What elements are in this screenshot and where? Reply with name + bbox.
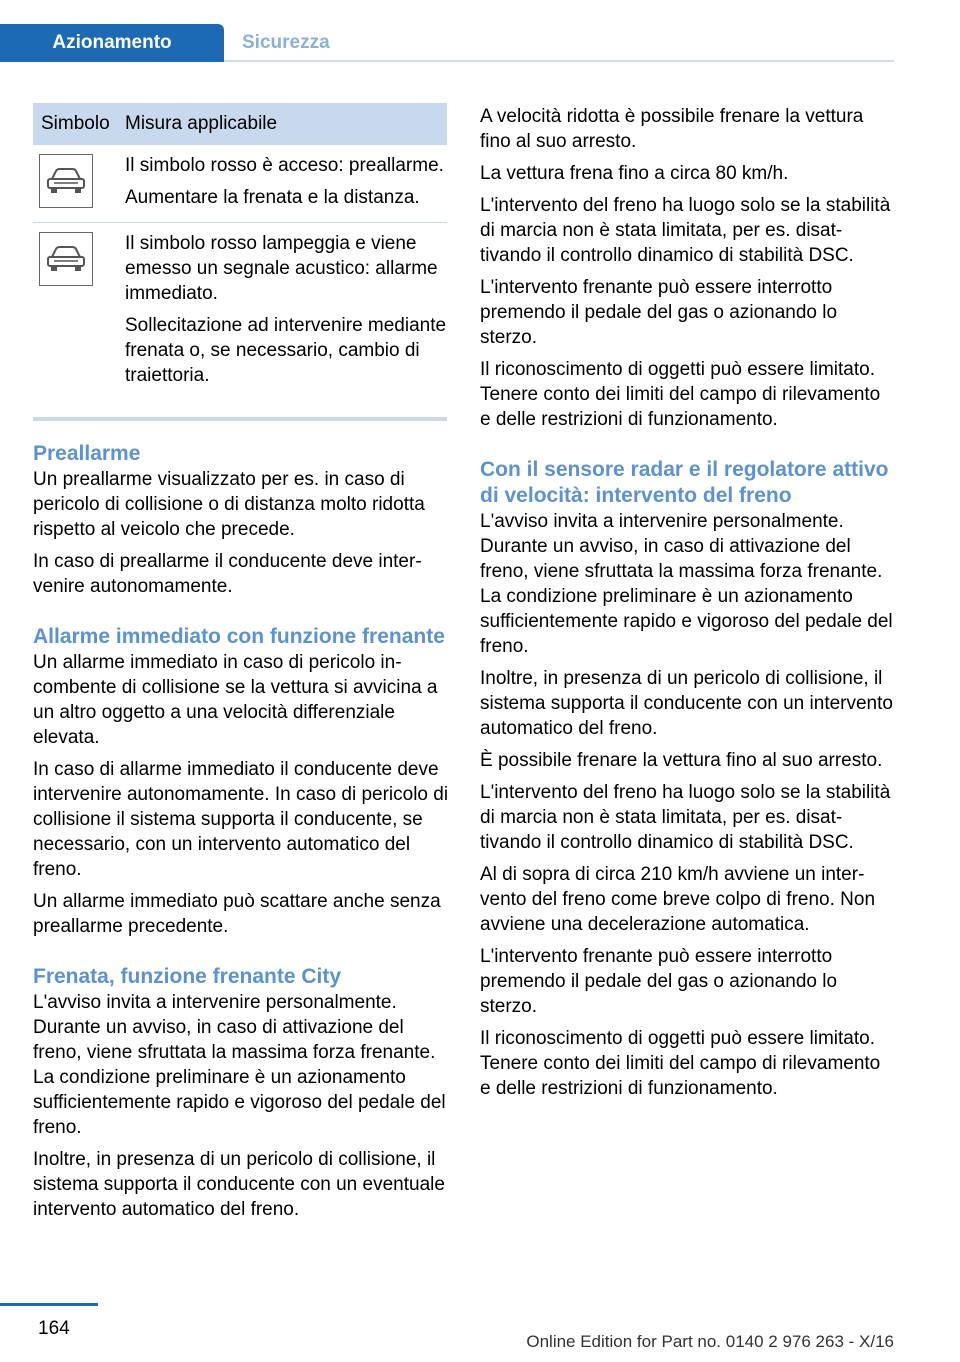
symbol-table [33,103,447,421]
paragraph: L'avviso invita a intervenire personalmente. Durante un avviso, in caso di attivazione del freno, viene sfruttata la massima forza frenante. La condizione preliminare è un azionamento sufficientemente rapido e vigoroso del pedale del freno. [33,992,446,1138]
paragraph: Inoltre, in presenza di un pericolo di collisione, il sistema supporta il conducente con un intervento automatico del freno. [480,668,893,739]
paragraph: Il riconoscimento di oggetti può essere limitato. Tenere conto dei limiti del campo di rilevamento e delle restrizioni di funzionamento. [480,359,881,430]
paragraph: L'intervento del freno ha luogo solo se la stabilità di marcia non è stata limitata, per es. disattivando il controllo dinamico di stabilità DSC. [480,195,891,266]
left-column [33,441,449,1229]
paragraph: L'intervento del freno ha luogo solo se la stabilità di marcia non è stata limitata, per es. disattivando il controllo dinamico di stabilità DSC. [480,782,891,853]
tab-azionamento[interactable]: Azionamento [0,24,224,62]
paragraph: Un allarme immediato in caso di pericolo incombente di collisione se la vettura si avvicina a un altro oggetto a una velocità differenziale elevata. [33,652,438,748]
table-header [33,103,447,145]
paragraph: L'intervento frenante può essere interrotto premendo il pedale del gas o azionando lo sterzo. [480,946,838,1017]
paragraph: L'intervento frenante può essere interrotto premendo il pedale del gas o azionando lo sterzo. [480,277,838,348]
paragraph: In caso di allarme immediato il conducente deve intervenire autonomamente. In caso di pericolo di collisione il sistema supporta il conducente, se necessario, con un intervento automatico del freno. [33,759,449,880]
row2-line2: Sollecitazione ad intervenire mediante frenata o, se necessario, cambio di traiettoria. [125,315,447,386]
paragraph: A velocità ridotta è possibile frenare la vettura fino al suo arresto. [480,106,864,152]
footer-rule [0,1303,98,1306]
tab-sicurezza[interactable]: Sicurezza [242,32,330,53]
paragraph: Un preallarme visualizzato per es. in caso di pericolo di collisione o di distanza molto ridotta rispetto al veicolo che precede. [33,469,425,540]
page-number: 164 [38,1318,70,1339]
table-row [33,223,447,400]
car-front-icon [39,232,93,286]
edition-note: Online Edition for Part no. 0140 2 976 263 - X/16 [526,1332,894,1351]
column-header-measure: Misura applicabile [125,113,278,134]
section-tabs [0,24,330,62]
header-divider [224,60,894,62]
heading-allarme-immediato: Allarme immediato con funzione frenante [33,625,445,648]
right-column [480,104,896,1108]
car-front-icon [39,154,93,208]
paragraph: Inoltre, in presenza di un pericolo di collisione, il sistema supporta il conducente con un eventuale intervento automatico del freno. [33,1149,445,1220]
table-row [33,145,447,223]
heading-funzione-city: Frenata, funzione frenante City [33,965,342,988]
column-header-symbol: Simbolo [41,113,110,134]
paragraph: Il riconoscimento di oggetti può essere limitato. Tenere conto dei limiti del campo di rilevamento e delle restrizioni di funzionamento. [480,1028,881,1099]
row2-line1: Il simbolo rosso lampeggia e viene emesso un segnale acustico: allarme immediato. [125,233,438,304]
paragraph: È possibile frenare la vettura fino al suo arresto. [480,750,883,771]
table-end-rule [33,417,447,421]
row1-line1: Il simbolo rosso è acceso: preallarme. [125,155,444,176]
heading-preallarme: Preallarme [33,442,141,465]
row1-line2: Aumentare la frenata e la distanza. [125,187,420,208]
heading-sensore-radar: Con il sensore radar e il regolatore attivo di velocità: intervento del freno [480,458,889,507]
paragraph: La vettura frena fino a circa 80 km/h. [480,163,789,184]
paragraph: Un allarme immediato può scattare anche senza preallarme precedente. [33,891,441,937]
paragraph: L'avviso invita a intervenire personalmente. Durante un avviso, in caso di attivazione del freno, viene sfruttata la massima forza frenante. La condizione preliminare è un azionamento sufficientemente rapido e vigoroso del pedale del freno. [480,511,893,657]
paragraph: Al di sopra di circa 210 km/h avviene un intervento del freno come breve colpo di freno. Non avviene una decelerazione automatica. [480,864,876,935]
paragraph: In caso di preallarme il conducente deve intervenire autonomamente. [33,551,422,597]
